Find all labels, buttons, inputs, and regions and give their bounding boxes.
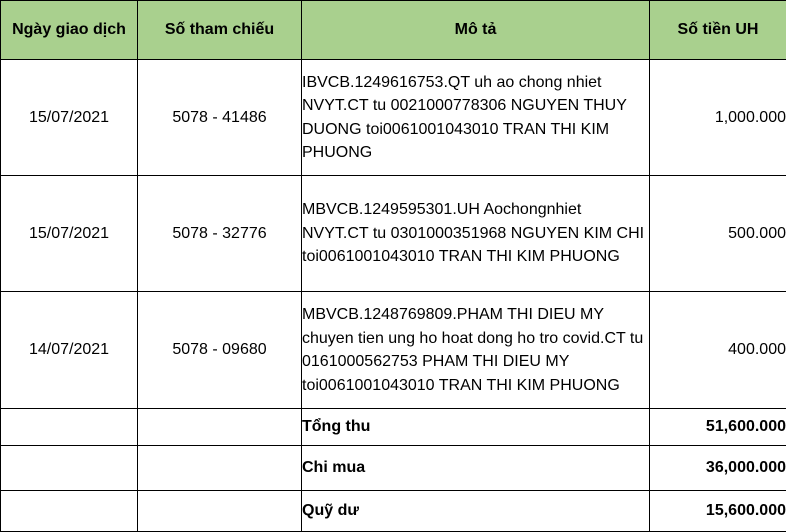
summary-amount: 15,600.000 [650, 491, 786, 532]
summary-label: Tổng thu [302, 409, 650, 446]
transaction-amount: 1,000.000 [650, 60, 786, 176]
header-date: Ngày giao dịch [1, 1, 138, 60]
empty-cell [138, 446, 302, 491]
transaction-description: IBVCB.1249616753.QT uh ao chong nhiet NVYT.CT tu 0021000778306 NGUYEN THUY DUONG toi0061001043010 TRAN THI KIM PHUONG [302, 60, 650, 176]
transaction-amount: 400.000 [650, 292, 786, 409]
reference-number: 5078 - 41486 [138, 60, 302, 176]
table-row [1, 60, 786, 176]
header-row [1, 1, 786, 60]
empty-cell [1, 491, 138, 532]
header-amount: Số tiền UH [650, 1, 786, 60]
transaction-description: MBVCB.1249595301.UH Aochongnhiet NVYT.CT tu 0301000351968 NGUYEN KIM CHI toi0061001043010 TRAN THI KIM PHUONG [302, 176, 650, 292]
transaction-amount: 500.000 [650, 176, 786, 292]
transaction-date: 15/07/2021 [1, 176, 138, 292]
empty-cell [1, 409, 138, 446]
summary-row-spending [1, 446, 786, 491]
header-description: Mô tả [302, 1, 650, 60]
reference-number: 5078 - 32776 [138, 176, 302, 292]
transaction-description: MBVCB.1248769809.PHAM THI DIEU MY chuyen tien ung ho hoat dong ho tro covid.CT tu 0161000562753 PHAM THI DIEU MY toi0061001043010 TRAN THI KIM PHUONG [302, 292, 650, 409]
reference-number: 5078 - 09680 [138, 292, 302, 409]
summary-row-total-income [1, 409, 786, 446]
summary-label: Chi mua [302, 446, 650, 491]
summary-label: Quỹ dư [302, 491, 650, 532]
empty-cell [138, 491, 302, 532]
transaction-date: 15/07/2021 [1, 60, 138, 176]
summary-amount: 36,000.000 [650, 446, 786, 491]
summary-amount: 51,600.000 [650, 409, 786, 446]
table-row [1, 292, 786, 409]
transaction-date: 14/07/2021 [1, 292, 138, 409]
empty-cell [1, 446, 138, 491]
summary-row-balance [1, 491, 786, 532]
header-reference: Số tham chiếu [138, 1, 302, 60]
empty-cell [138, 409, 302, 446]
table-row [1, 176, 786, 292]
